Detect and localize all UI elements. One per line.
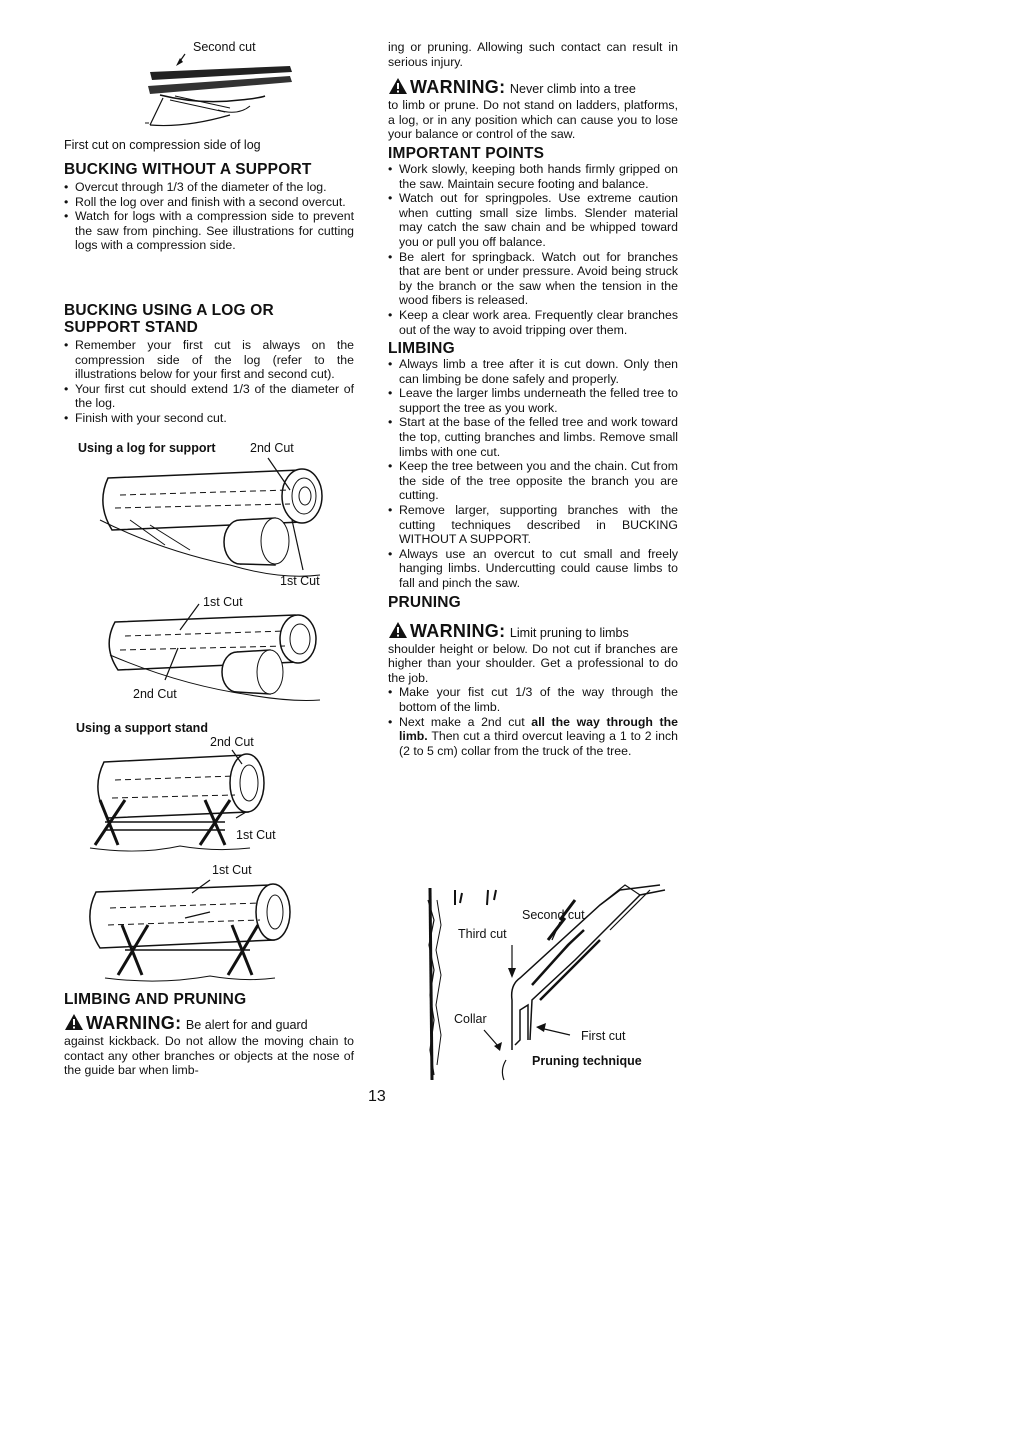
list-item: • Make your fist cut 1/3 of the way through the bottom of the limb. bbox=[388, 685, 678, 714]
list-item: • Leave the larger limbs underneath the felled tree to support the tree as you work. bbox=[388, 386, 678, 415]
list-item: • Remove larger, supporting branches with the cutting techniques described in BUCKING WITHOUT A SUPPORT. bbox=[388, 503, 678, 547]
item-text: Then cut a third overcut leaving a 1 to 2 inch (2 to 5 cm) collar from the truck of the tree. bbox=[399, 729, 678, 758]
item-text-bold: all the way through the limb. bbox=[399, 714, 678, 744]
label-second-cut-b: 2nd Cut bbox=[133, 687, 177, 701]
label-second-cut: Second cut bbox=[193, 40, 256, 54]
list-item: • Watch out for springpoles. Use extreme caution when cutting small size limbs. Slender material may catch the saw chain and be whipped toward you or pull you off balance. bbox=[388, 191, 678, 249]
list-item: • Keep a clear work area. Frequently clear branches out of the way to avoid tripping over them. bbox=[388, 308, 678, 337]
heading-bucking-without-support: BUCKING WITHOUT A SUPPORT bbox=[64, 161, 312, 178]
list-item: • Keep the tree between you and the chain. Cut from the side of the tree opposite the branch you are cutting. bbox=[388, 459, 678, 503]
label-first-cut-d: 1st Cut bbox=[212, 863, 252, 877]
caption-pruning-technique: Pruning technique bbox=[532, 1054, 642, 1068]
heading-bucking-using-support: BUCKING USING A LOG OR SUPPORT STAND bbox=[64, 302, 274, 336]
label-first-cut-c: 1st Cut bbox=[236, 828, 276, 842]
label-first-cut: First cut bbox=[581, 1029, 626, 1043]
list-item: • Remember your first cut is always on the compression side of the log (refer to the illustrations below for your first and second cut). bbox=[64, 338, 354, 382]
warning-text-first: Limit pruning to limbs bbox=[509, 625, 629, 640]
warning-label: WARNING: bbox=[86, 1013, 182, 1033]
list-item: • Start at the base of the felled tree and work toward the top, cutting branches and limbs. Remove small limbs with one cut. bbox=[388, 415, 678, 459]
label-collar: Collar bbox=[454, 1012, 487, 1026]
caption-first-cut: First cut on compression side of log bbox=[64, 138, 261, 152]
label-second-cut: Second cut bbox=[522, 908, 585, 922]
list-item: • Work slowly, keeping both hands firmly gripped on the saw. Maintain secure footing and balance. bbox=[388, 162, 678, 191]
label-third-cut: Third cut bbox=[458, 927, 507, 941]
label-first-cut-b: 1st Cut bbox=[203, 595, 243, 609]
list-item: • Always limb a tree after it is cut down. Only then can limbing be done safely and properly. bbox=[388, 357, 678, 386]
warning-text: to limb or prune. Do not stand on ladders, platforms, a log, or in any position which can cause you to lose your balance or control of the saw. bbox=[388, 98, 678, 142]
list-item: • Roll the log over and finish with a second overcut. bbox=[64, 195, 354, 210]
warning-label: WARNING: bbox=[410, 620, 506, 641]
heading-pruning: PRUNING bbox=[388, 593, 461, 611]
label-support-stand: Using a support stand bbox=[76, 721, 208, 735]
list-item: • Finish with your second cut. bbox=[64, 411, 354, 426]
warning-label: WARNING: bbox=[410, 77, 506, 98]
heading-important-points: IMPORTANT POINTS bbox=[388, 144, 545, 162]
continued-text: ing or pruning. Allowing such contact can result in serious injury. bbox=[388, 40, 678, 69]
warning-text: shoulder height or below. Do not cut if branches are higher than your shoulder. Get a professional to do the job. bbox=[388, 641, 678, 685]
heading-limbing-and-pruning: LIMBING AND PRUNING bbox=[64, 991, 247, 1008]
label-first-cut-a: 1st Cut bbox=[280, 574, 320, 588]
list-item: • Be alert for springback. Watch out for branches that are bent or under pressure. Avoid being struck by the branch or the saw when the tension in the wood fibers is released. bbox=[388, 250, 678, 308]
warning-text-first: Be alert for and guard bbox=[185, 1018, 308, 1032]
label-log-support: Using a log for support bbox=[78, 441, 216, 455]
list-item: • Watch for logs with a compression side to prevent the saw from pinching. See illustrations for cutting logs with a compression side. bbox=[64, 209, 354, 253]
label-second-cut-c: 2nd Cut bbox=[210, 735, 254, 749]
list-item: • Always use an overcut to cut small and freely hanging limbs. Undercutting could cause limbs to fall and pinch the saw. bbox=[388, 547, 678, 591]
item-text: Next make a 2nd cut bbox=[399, 714, 532, 729]
warning-text: against kickback. Do not allow the moving chain to contact any other branches or objects at the nose of the guide bar when limb- bbox=[64, 1034, 354, 1078]
heading-limbing: LIMBING bbox=[388, 340, 455, 358]
warning-text-first: Never climb into a tree bbox=[509, 82, 636, 97]
list-item: • Your first cut should extend 1/3 of the diameter of the log. bbox=[64, 382, 354, 411]
label-second-cut-a: 2nd Cut bbox=[250, 441, 294, 455]
list-item: • Overcut through 1/3 of the diameter of the log. bbox=[64, 180, 354, 195]
page-number: 13 bbox=[368, 1088, 386, 1105]
